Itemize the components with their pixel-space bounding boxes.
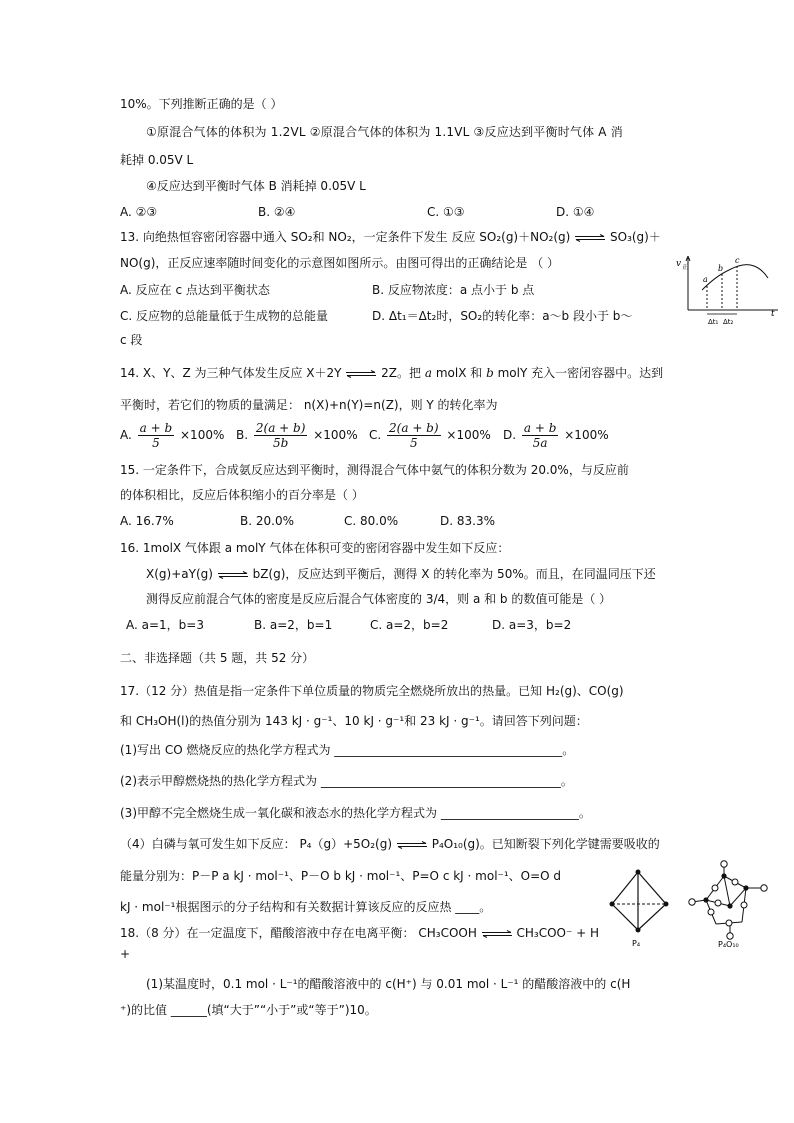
q14-stem-f: molY 充入一密闭容器中。达到 <box>497 366 664 380</box>
q17-part4-line3: kJ · mol⁻¹根据图示的分子结构和有关数据计算该反应的反应热 ____。 <box>120 900 492 914</box>
q14-option-d-fraction <box>522 421 559 450</box>
q16-eq-left: X(g)+aY(g) <box>146 567 213 581</box>
q17-line2: 和 CH₃OH(l)的热值分别为 143 kJ · g⁻¹、10 kJ · g⁻¹和 23 kJ · g⁻¹。请回答下列问题： <box>120 714 588 728</box>
q14-option-a-label: A. <box>120 428 132 442</box>
q14-option-b <box>236 421 358 450</box>
q15-option-d: D. 83.3% <box>440 514 495 528</box>
q15-option-c: C. 80.0% <box>344 514 399 528</box>
q17-part4-line1 <box>120 836 660 852</box>
frac-den: 5 <box>152 436 160 450</box>
q18-line1 <box>120 925 599 941</box>
q17-part3: (3)甲醇不完全燃烧生成一氧化碳和液态水的热化学方程式为 _______________________。 <box>120 806 591 820</box>
frac-den: 5a <box>532 436 548 450</box>
q17-part1: (1)写出 CO 燃烧反应的热化学方程式为 ______________________________________。 <box>120 743 575 757</box>
frac-den: 5 <box>409 436 418 450</box>
q18-part1-line2: ⁺)的比值 ______(填“大于”“小于”或“等于”)10。 <box>120 1003 377 1017</box>
q13-stem-a: 13. 向绝热恒容密闭容器中通入 SO₂和 NO₂，一定条件下发生 反应 SO₂(g)＋NO₂(g) <box>120 230 571 244</box>
frac-den: 5b <box>272 436 289 450</box>
equilibrium-arrow-icon <box>574 234 606 242</box>
q14-option-c-fraction <box>387 421 441 450</box>
q16-line2 <box>146 566 656 582</box>
q17-line1: 17.（12 分）热值是指一定条件下单位质量的物质完全燃烧所放出的热量。已知 H₂(g)、CO(g) <box>120 684 624 698</box>
q13-option-b: B. 反应物浓度：a 点小于 b 点 <box>372 283 535 297</box>
q13-option-c: C. 反应物的总能量低于生成物的总能量 <box>120 309 329 323</box>
q12-option-a: A. ②③ <box>120 205 158 219</box>
q13-line1 <box>120 229 661 245</box>
q14-var-b: b <box>486 366 494 380</box>
q14-option-c-pct: ×100% <box>446 428 491 442</box>
frac-num: 2(a + b) <box>389 421 439 435</box>
q14-option-b-label: B. <box>236 428 249 442</box>
q15-line1: 15. 一定条件下，合成氨反应达到平衡时，测得混合气体中氨气的体积分数为 20.0%，与反应前 <box>120 463 629 477</box>
q15-option-a: A. 16.7% <box>120 514 174 528</box>
p4-label: P₄ <box>632 939 641 948</box>
q12-statements: ①原混合气体的体积为 1.2VL ②原混合气体的体积为 1.1VL ③反应达到平衡时气体 A 消 <box>146 125 623 139</box>
graph-xlabel: t <box>771 309 775 319</box>
q17-p4-a: （4）白磷与氧可发生如下反应： P₄（g）+5O₂(g) <box>120 837 393 851</box>
q13-option-d-cont: c 段 <box>120 333 143 347</box>
p4o10-molecule-figure <box>684 858 780 950</box>
q17-p4-b: P₄O₁₀(g)。已知断裂下列化学键需要吸收的 <box>431 837 660 851</box>
frac-num: 2(a + b) <box>255 421 306 435</box>
graph-ylabel: v <box>676 259 682 269</box>
q12-statement4: ④反应达到平衡时气体 B 消耗掉 0.05V L <box>146 179 366 193</box>
q16-option-c: C. a=2，b=2 <box>370 618 449 632</box>
q16-option-b: B. a=2，b=1 <box>254 618 333 632</box>
q16-option-d: D. a=3，b=2 <box>492 618 572 632</box>
q16-eq-right: bZ(g)，反应达到平衡后，测得 X 的转化率为 50%。而且，在同温同压下还 <box>252 567 656 581</box>
p4o10-label: P₄O₁₀ <box>718 940 739 949</box>
q18-stem-b: CH₃COO⁻ + H <box>516 926 600 940</box>
q14-option-d <box>503 421 609 450</box>
q15-line2: 的体积相比，反应后体积缩小的百分率是（ ） <box>120 488 364 502</box>
q12-statements-cont: 耗掉 0.05V L <box>120 153 194 167</box>
q16-line1: 16. 1molX 气体跟 a molY 气体在体积可变的密闭容器中发生如下反应： <box>120 541 510 555</box>
q14-line2: 平衡时，若它们的物质的量满足： n(X)+n(Y)=n(Z)，则 Y 的转化率为 <box>120 398 498 412</box>
frac-num: a + b <box>139 421 173 435</box>
graph-dt2: Δt₂ <box>723 318 734 326</box>
equilibrium-arrow-icon <box>345 370 377 378</box>
frac-num: a + b <box>523 421 557 435</box>
q14-line1 <box>120 365 663 381</box>
graph-point-c: c <box>735 256 740 265</box>
p4-molecule-figure <box>604 866 674 950</box>
graph-point-a: a <box>703 275 708 284</box>
q14-stem-b: 2Z。把 <box>381 366 422 380</box>
q14-option-a <box>120 421 224 450</box>
q14-option-b-fraction <box>254 421 308 450</box>
q12-option-d: D. ①④ <box>556 205 595 219</box>
q14-option-c-label: C. <box>369 428 382 442</box>
equilibrium-arrow-icon <box>396 841 428 849</box>
q14-option-c <box>369 421 491 450</box>
q18-stem-a: 18.（8 分）在一定温度下，醋酸溶液中存在电离平衡： CH₃COOH <box>120 926 477 940</box>
rate-time-graph <box>674 252 784 330</box>
q13-option-d: D. Δt₁＝Δt₂时，SO₂的转化率：a～b 段小于 b～ <box>372 309 633 323</box>
section-heading: 二、非选择题（共 5 题，共 52 分） <box>120 651 315 665</box>
q18-part1-line1: (1)某温度时，0.1 mol · L⁻¹的醋酸溶液中的 c(H⁺) 与 0.01 mol · L⁻¹ 的醋酸溶液中的 c(H <box>146 977 631 991</box>
graph-dt1: Δt₁ <box>708 318 719 326</box>
q14-stem-a: 14. X、Y、Z 为三种气体发生反应 X＋2Y <box>120 366 342 380</box>
q15-option-b: B. 20.0% <box>240 514 294 528</box>
q14-option-d-label: D. <box>503 428 517 442</box>
q16-line3: 测得反应前混合气体的密度是反应后混合气体密度的 3/4，则 a 和 b 的数值可能是（ ） <box>146 592 612 606</box>
q14-var-a: a <box>424 366 432 380</box>
q14-stem-d: molX 和 <box>435 366 483 380</box>
q16-option-a: A. a=1，b=3 <box>126 618 204 632</box>
q13-line2: NO(g)，正反应速率随时间变化的示意图如图所示。由图可得出的正确结论是 （ ） <box>120 256 560 270</box>
equilibrium-arrow-icon <box>217 571 249 579</box>
q17-part2: (2)表示甲醇燃烧热的热化学方程式为 ________________________________________。 <box>120 774 573 788</box>
q12-option-b: B. ②④ <box>258 205 296 219</box>
graph-point-b: b <box>718 264 724 273</box>
q18-line2: + <box>120 947 131 961</box>
q14-option-b-pct: ×100% <box>313 428 358 442</box>
q14-option-a-fraction <box>138 421 175 450</box>
graph-ysub: 正 <box>682 264 689 271</box>
q17-part4-line2: 能量分别为：P－P a kJ · mol⁻¹、P－O b kJ · mol⁻¹、P=O c kJ · mol⁻¹、O=O d <box>120 869 562 883</box>
q12-line1: 10%。下列推断正确的是（ ） <box>120 97 283 111</box>
equilibrium-arrow-icon <box>481 930 513 938</box>
q13-stem-b: SO₃(g)＋ <box>610 230 661 244</box>
q14-option-a-pct: ×100% <box>180 428 225 442</box>
q14-option-d-pct: ×100% <box>564 428 609 442</box>
q12-option-c: C. ①③ <box>427 205 465 219</box>
q13-option-a: A. 反应在 c 点达到平衡状态 <box>120 283 270 297</box>
